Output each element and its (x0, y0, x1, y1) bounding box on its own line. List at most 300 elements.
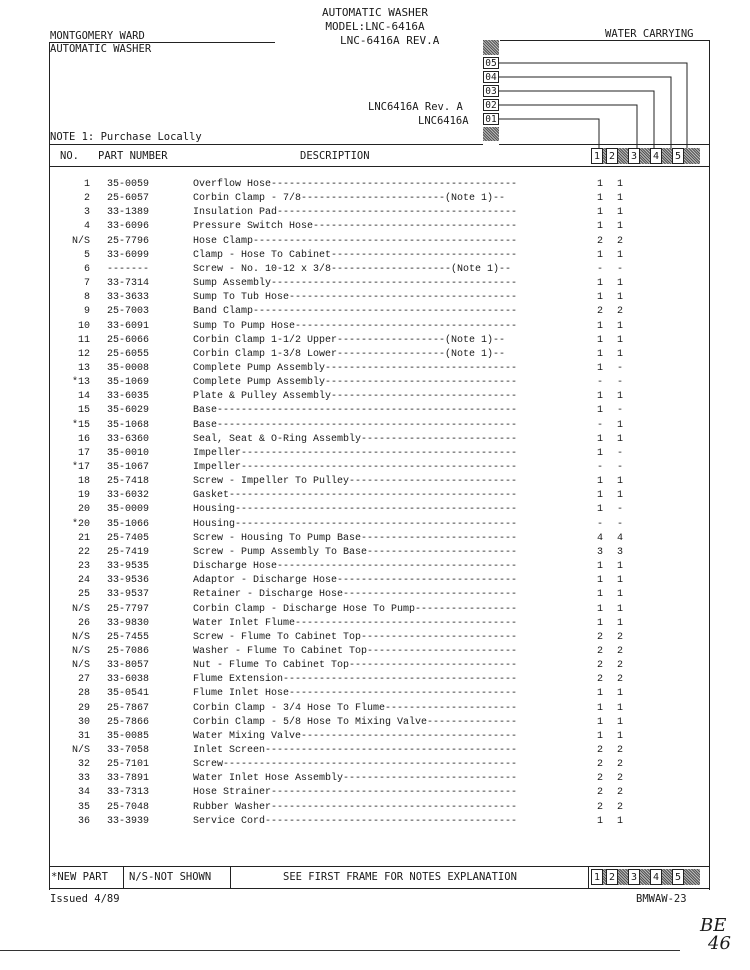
table-row (50, 291, 710, 305)
part-number: 33-1389 (107, 207, 150, 219)
bottom-rule (0, 950, 680, 951)
column-header-no: NO. (60, 150, 79, 162)
part-item-number: 13 (77, 362, 90, 374)
part-description: Corbin Clamp - Discharge Hose To Pump----------------- (193, 603, 518, 615)
quantity-column-2: 1 (617, 334, 624, 346)
footer-column-boxes (591, 868, 709, 886)
quantity-column-1: 1 (597, 688, 604, 700)
quantity-column-2: 1 (617, 433, 624, 445)
part-item-number: *13 (71, 377, 90, 389)
part-item-number: 19 (77, 490, 90, 502)
part-item-number: 28 (77, 688, 90, 700)
part-description: Corbin Clamp - 7/8------------------------(Note 1)-- (193, 193, 506, 205)
footer-column-box-5: 5 (672, 869, 684, 885)
version-shade-bottom (483, 127, 499, 141)
quantity-column-1: 2 (597, 645, 604, 657)
part-item-number: 21 (77, 532, 90, 544)
part-item-number: *15 (71, 419, 90, 431)
part-description: Water Mixing Valve------------------------------------ (193, 730, 518, 742)
part-item-number: 22 (77, 546, 90, 558)
part-description: Impeller---------------------------------------------- (193, 462, 518, 473)
part-item-number: N/S (71, 631, 90, 643)
part-description: Nut - Flume To Cabinet Top---------------------------- (193, 660, 518, 672)
part-number: 33-7891 (107, 773, 150, 785)
document-title-model: MODEL:LNC-6416A (325, 20, 425, 33)
handwritten-note-top: BE (700, 915, 727, 936)
quantity-column-2: - (617, 263, 624, 275)
note-purchase-locally: NOTE 1: Purchase Locally (50, 131, 202, 143)
part-number: 25-6066 (107, 334, 150, 346)
quantity-column-2: 1 (617, 730, 624, 742)
table-row (50, 390, 710, 404)
version-connector-lines (499, 55, 699, 150)
part-number: 33-7314 (107, 278, 150, 290)
table-row (50, 532, 710, 546)
quantity-column-1: - (597, 263, 604, 275)
quantity-column-2: 1 (617, 561, 624, 573)
quantity-column-2: - (617, 518, 624, 530)
part-item-number: 25 (77, 589, 90, 601)
table-row (50, 645, 710, 659)
part-description: Sump To Tub Hose-------------------------------------- (193, 292, 518, 304)
quantity-column-2: 1 (617, 391, 624, 403)
part-description: Corbin Clamp - 5/8 Hose To Mixing Valve--------------- (193, 716, 518, 728)
quantity-column-2: 2 (617, 306, 624, 318)
quantity-column-1: 1 (597, 179, 604, 190)
column-box-2: 2 (606, 148, 618, 164)
column-box-5: 5 (672, 148, 684, 164)
version-shade-top (483, 40, 499, 55)
quantity-column-2: 1 (617, 589, 624, 601)
part-number: 35-0009 (107, 504, 150, 516)
part-item-number: 23 (77, 561, 90, 573)
part-number: 25-7455 (107, 631, 150, 643)
table-row (50, 758, 710, 772)
part-description: Plate & Pulley Assembly------------------------------- (193, 391, 518, 403)
column-header-boxes (591, 147, 709, 165)
part-number: 33-6360 (107, 433, 150, 445)
table-row (50, 801, 710, 815)
part-description: Clamp - Hose To Cabinet------------------------------- (193, 249, 518, 261)
quantity-column-1: 1 (597, 589, 604, 601)
quantity-column-2: - (617, 504, 624, 516)
part-item-number: 14 (77, 391, 90, 403)
part-item-number: 3 (83, 207, 90, 219)
part-item-number: 29 (77, 702, 90, 714)
table-row (50, 631, 710, 645)
product-label: AUTOMATIC WASHER (50, 43, 152, 55)
quantity-column-2: 1 (617, 278, 624, 290)
part-description: Flume Inlet Hose-------------------------------------- (193, 688, 518, 700)
part-number: 33-7058 (107, 745, 150, 756)
table-row (50, 489, 710, 503)
column-box-4: 4 (650, 148, 662, 164)
quantity-column-2: 1 (617, 249, 624, 261)
handwritten-note-bottom: 46 (708, 933, 731, 954)
quantity-column-2: - (617, 462, 624, 473)
frame-right-top (709, 40, 710, 170)
part-item-number: 16 (77, 433, 90, 445)
part-item-number: N/S (71, 660, 90, 672)
quantity-column-1: 1 (597, 815, 604, 827)
quantity-column-1: 2 (597, 773, 604, 785)
quantity-column-2: 4 (617, 532, 624, 544)
table-row (50, 376, 710, 390)
quantity-column-1: - (597, 419, 604, 431)
quantity-column-1: 1 (597, 278, 604, 290)
quantity-column-2: 1 (617, 815, 624, 827)
part-description: Flume Extension--------------------------------------- (193, 674, 518, 686)
part-item-number: 2 (83, 193, 90, 205)
table-row (50, 560, 710, 574)
part-number: 33-6038 (107, 674, 150, 686)
part-item-number: 20 (77, 504, 90, 516)
quantity-column-1: 1 (597, 405, 604, 417)
version-code-05: 05 (483, 57, 499, 69)
part-number: 33-6032 (107, 490, 150, 502)
quantity-column-2: 1 (617, 419, 624, 431)
legend-not-shown: N/S-NOT SHOWN (129, 871, 212, 883)
part-number: 25-7086 (107, 645, 150, 657)
table-row (50, 404, 710, 418)
quantity-column-2: 1 (617, 490, 624, 502)
part-description: Sump Assembly----------------------------------------- (193, 278, 518, 290)
quantity-column-2: 1 (617, 688, 624, 700)
part-description: Water Inlet Hose Assembly----------------------------- (193, 773, 518, 785)
quantity-column-2: 2 (617, 235, 624, 247)
part-number: 33-6035 (107, 391, 150, 403)
part-description: Rubber Washer----------------------------------------- (193, 801, 518, 813)
quantity-column-1: 1 (597, 716, 604, 728)
part-item-number: 33 (77, 773, 90, 785)
part-item-number: 1 (83, 179, 90, 190)
legend-new-part: *NEW PART (51, 871, 108, 883)
part-description: Housing----------------------------------------------- (193, 504, 518, 516)
quantity-column-2: 1 (617, 348, 624, 360)
part-description: Screw - Flume To Cabinet Top-------------------------- (193, 631, 518, 643)
part-number: 35-1066 (107, 518, 150, 530)
table-row (50, 716, 710, 730)
part-description: Discharge Hose---------------------------------------- (193, 561, 518, 573)
quantity-column-2: 1 (617, 221, 624, 233)
quantity-column-2: - (617, 377, 624, 389)
quantity-column-1: 1 (597, 320, 604, 332)
quantity-column-2: 3 (617, 546, 624, 558)
quantity-column-2: - (617, 362, 624, 374)
document-title-line1: AUTOMATIC WASHER (322, 6, 428, 19)
part-number: 33-9830 (107, 617, 150, 629)
quantity-column-1: 1 (597, 193, 604, 205)
table-row (50, 419, 710, 433)
part-description: Corbin Clamp - 3/4 Hose To Flume---------------------- (193, 702, 518, 714)
table-row (50, 277, 710, 291)
part-description: Hose Strainer----------------------------------------- (193, 787, 518, 799)
brand-label: MONTGOMERY WARD (50, 30, 145, 42)
part-number: 35-0085 (107, 730, 150, 742)
quantity-column-1: 1 (597, 362, 604, 374)
part-item-number: 9 (83, 306, 90, 318)
quantity-column-1: 1 (597, 490, 604, 502)
part-item-number: N/S (71, 645, 90, 657)
part-description: Base-------------------------------------------------- (193, 419, 518, 431)
part-number: 35-1068 (107, 419, 150, 431)
part-item-number: 6 (83, 263, 90, 275)
table-row (50, 617, 710, 631)
table-row (50, 447, 710, 461)
part-description: Complete Pump Assembly-------------------------------- (193, 377, 518, 389)
part-number: 25-7797 (107, 603, 150, 615)
quantity-column-1: - (597, 462, 604, 473)
part-number: 35-0010 (107, 447, 150, 459)
part-number: 25-7796 (107, 235, 150, 247)
part-item-number: 12 (77, 348, 90, 360)
part-description: Seal, Seat & O-Ring Assembly-------------------------- (193, 433, 518, 445)
part-description: Sump To Pump Hose------------------------------------- (193, 320, 518, 332)
part-description: Pressure Switch Hose---------------------------------- (193, 221, 518, 233)
part-number: 25-7101 (107, 759, 150, 771)
quantity-column-2: 1 (617, 617, 624, 629)
quantity-column-2: 1 (617, 603, 624, 615)
quantity-column-2: 2 (617, 787, 624, 799)
part-number: 35-1067 (107, 462, 150, 473)
table-row (50, 659, 710, 673)
part-item-number: *20 (71, 518, 90, 530)
part-number: 33-6091 (107, 320, 150, 332)
part-item-number: 26 (77, 617, 90, 629)
part-number: 33-3939 (107, 815, 150, 827)
part-number: 33-6099 (107, 249, 150, 261)
part-item-number: 5 (83, 249, 90, 261)
part-number: ------- (107, 263, 150, 275)
table-row (50, 744, 710, 758)
quantity-column-1: 1 (597, 249, 604, 261)
part-item-number: 36 (77, 815, 90, 827)
document-title-revision: LNC-6416A REV.A (340, 34, 440, 47)
table-row (50, 305, 710, 319)
part-item-number: 18 (77, 476, 90, 488)
part-number: 35-0541 (107, 688, 150, 700)
part-description: Band Clamp-------------------------------------------- (193, 306, 518, 318)
part-description: Screw - Housing To Pump Base-------------------------- (193, 532, 518, 544)
part-item-number: 27 (77, 674, 90, 686)
quantity-column-1: - (597, 377, 604, 389)
table-row (50, 348, 710, 362)
column-box-1: 1 (591, 148, 603, 164)
part-number: 35-1069 (107, 377, 150, 389)
table-row (50, 702, 710, 716)
quantity-column-2: 1 (617, 193, 624, 205)
quantity-column-2: 1 (617, 476, 624, 488)
part-item-number: *17 (71, 462, 90, 473)
part-number: 35-0059 (107, 179, 150, 190)
quantity-column-1: 2 (597, 787, 604, 799)
quantity-column-2: 1 (617, 702, 624, 714)
part-description: Impeller---------------------------------------------- (193, 447, 518, 459)
quantity-column-1: 1 (597, 334, 604, 346)
quantity-column-1: 2 (597, 759, 604, 771)
part-number: 33-3633 (107, 292, 150, 304)
quantity-column-1: 1 (597, 447, 604, 459)
part-item-number: N/S (71, 745, 90, 756)
part-item-number: 24 (77, 575, 90, 587)
quantity-column-1: 1 (597, 207, 604, 219)
part-item-number: N/S (71, 235, 90, 247)
quantity-column-2: 1 (617, 179, 624, 190)
part-description: Retainer - Discharge Hose----------------------------- (193, 589, 518, 601)
part-description: Adaptor - Discharge Hose------------------------------ (193, 575, 518, 587)
part-description: Corbin Clamp 1-3/8 Lower------------------(Note 1)-- (193, 348, 506, 360)
part-number: 25-7418 (107, 476, 150, 488)
quantity-column-1: - (597, 518, 604, 530)
table-row (50, 461, 710, 475)
issued-date: Issued 4/89 (50, 893, 120, 905)
table-row (50, 730, 710, 744)
part-description: Screw - Pump Assembly To Base------------------------- (193, 546, 518, 558)
version-code-04: 04 (483, 71, 499, 83)
table-row (50, 687, 710, 701)
part-item-number: 4 (83, 221, 90, 233)
table-row (50, 320, 710, 334)
quantity-column-1: 1 (597, 476, 604, 488)
part-number: 33-7313 (107, 787, 150, 799)
table-row (50, 263, 710, 277)
quantity-column-1: 1 (597, 504, 604, 516)
footer-column-box-2: 2 (606, 869, 618, 885)
footer-column-box-3: 3 (628, 869, 640, 885)
quantity-column-1: 1 (597, 702, 604, 714)
quantity-column-1: 2 (597, 674, 604, 686)
table-row (50, 206, 710, 220)
frame-left-top (49, 42, 50, 145)
part-item-number: 32 (77, 759, 90, 771)
part-description: Screw - Impeller To Pulley---------------------------- (193, 476, 518, 488)
part-item-number: 30 (77, 716, 90, 728)
part-description: Corbin Clamp 1-1/2 Upper------------------(Note 1)-- (193, 334, 506, 346)
page-code: BMWAW-23 (636, 893, 687, 905)
column-header-part-number: PART NUMBER (98, 150, 168, 162)
part-description: Screw - No. 10-12 x 3/8--------------------(Note 1)-- (193, 263, 512, 275)
version-code-01: 01 (483, 113, 499, 125)
quantity-column-1: 2 (597, 660, 604, 672)
table-row (50, 192, 710, 206)
quantity-column-1: 1 (597, 433, 604, 445)
quantity-column-1: 4 (597, 532, 604, 544)
part-item-number: 17 (77, 447, 90, 459)
part-number: 33-8057 (107, 660, 150, 672)
part-item-number: 8 (83, 292, 90, 304)
table-row (50, 362, 710, 376)
table-row (50, 503, 710, 517)
part-description: Complete Pump Assembly-------------------------------- (193, 362, 518, 374)
table-row (50, 603, 710, 617)
table-row (50, 546, 710, 560)
quantity-column-2: 1 (617, 292, 624, 304)
quantity-column-1: 1 (597, 730, 604, 742)
part-number: 35-6029 (107, 405, 150, 417)
part-description: Water Inlet Flume------------------------------------- (193, 617, 518, 629)
quantity-column-2: - (617, 405, 624, 417)
section-label: WATER CARRYING (605, 28, 694, 40)
quantity-column-1: 1 (597, 603, 604, 615)
quantity-column-2: 2 (617, 660, 624, 672)
part-number: 33-9535 (107, 561, 150, 573)
quantity-column-1: 1 (597, 348, 604, 360)
notes-explanation: SEE FIRST FRAME FOR NOTES EXPLANATION (283, 871, 517, 883)
quantity-column-1: 2 (597, 235, 604, 247)
part-description: Hose Clamp-------------------------------------------- (193, 235, 518, 247)
table-row (50, 433, 710, 447)
footer-column-box-1: 1 (591, 869, 603, 885)
quantity-column-1: 1 (597, 561, 604, 573)
part-number: 25-7405 (107, 532, 150, 544)
quantity-column-2: 2 (617, 773, 624, 785)
part-item-number: 31 (77, 730, 90, 742)
quantity-column-2: 1 (617, 320, 624, 332)
quantity-column-1: 1 (597, 575, 604, 587)
table-row (50, 334, 710, 348)
part-item-number: N/S (71, 603, 90, 615)
table-row (50, 249, 710, 263)
quantity-column-1: 1 (597, 221, 604, 233)
part-description: Service Cord------------------------------------------ (193, 815, 518, 827)
part-item-number: 34 (77, 787, 90, 799)
table-row (50, 235, 710, 249)
footer-column-box-4: 4 (650, 869, 662, 885)
part-description: Overflow Hose----------------------------------------- (193, 179, 518, 190)
version-code-03: 03 (483, 85, 499, 97)
quantity-column-2: 1 (617, 716, 624, 728)
part-description: Base-------------------------------------------------- (193, 405, 518, 417)
quantity-column-2: 2 (617, 759, 624, 771)
part-item-number: 7 (83, 278, 90, 290)
part-description: Insulation Pad---------------------------------------- (193, 207, 518, 219)
part-item-number: 35 (77, 801, 90, 813)
table-row (50, 772, 710, 786)
version-code-02: 02 (483, 99, 499, 111)
table-row (50, 518, 710, 532)
table-row (50, 178, 710, 192)
part-item-number: 11 (77, 334, 90, 346)
table-row (50, 786, 710, 800)
part-description: Inlet Screen------------------------------------------ (193, 745, 518, 756)
quantity-column-2: 1 (617, 207, 624, 219)
part-number: 25-6057 (107, 193, 150, 205)
quantity-column-1: 2 (597, 745, 604, 756)
part-description: Gasket------------------------------------------------ (193, 490, 518, 502)
part-number: 25-7003 (107, 306, 150, 318)
quantity-column-2: 1 (617, 575, 624, 587)
quantity-column-1: 2 (597, 801, 604, 813)
quantity-column-1: 1 (597, 292, 604, 304)
quantity-column-2: - (617, 447, 624, 459)
quantity-column-2: 2 (617, 645, 624, 657)
quantity-column-2: 2 (617, 801, 624, 813)
part-number: 25-7419 (107, 546, 150, 558)
table-row (50, 588, 710, 602)
quantity-column-1: 2 (597, 306, 604, 318)
column-box-3: 3 (628, 148, 640, 164)
quantity-column-2: 2 (617, 674, 624, 686)
model-label: LNC6416A (418, 115, 469, 127)
column-header-description: DESCRIPTION (300, 150, 370, 162)
quantity-column-2: 2 (617, 631, 624, 643)
table-row (50, 673, 710, 687)
part-description: Housing----------------------------------------------- (193, 518, 518, 530)
quantity-column-1: 3 (597, 546, 604, 558)
part-number: 33-9537 (107, 589, 150, 601)
quantity-column-2: 2 (617, 745, 624, 756)
part-number: 33-6096 (107, 221, 150, 233)
